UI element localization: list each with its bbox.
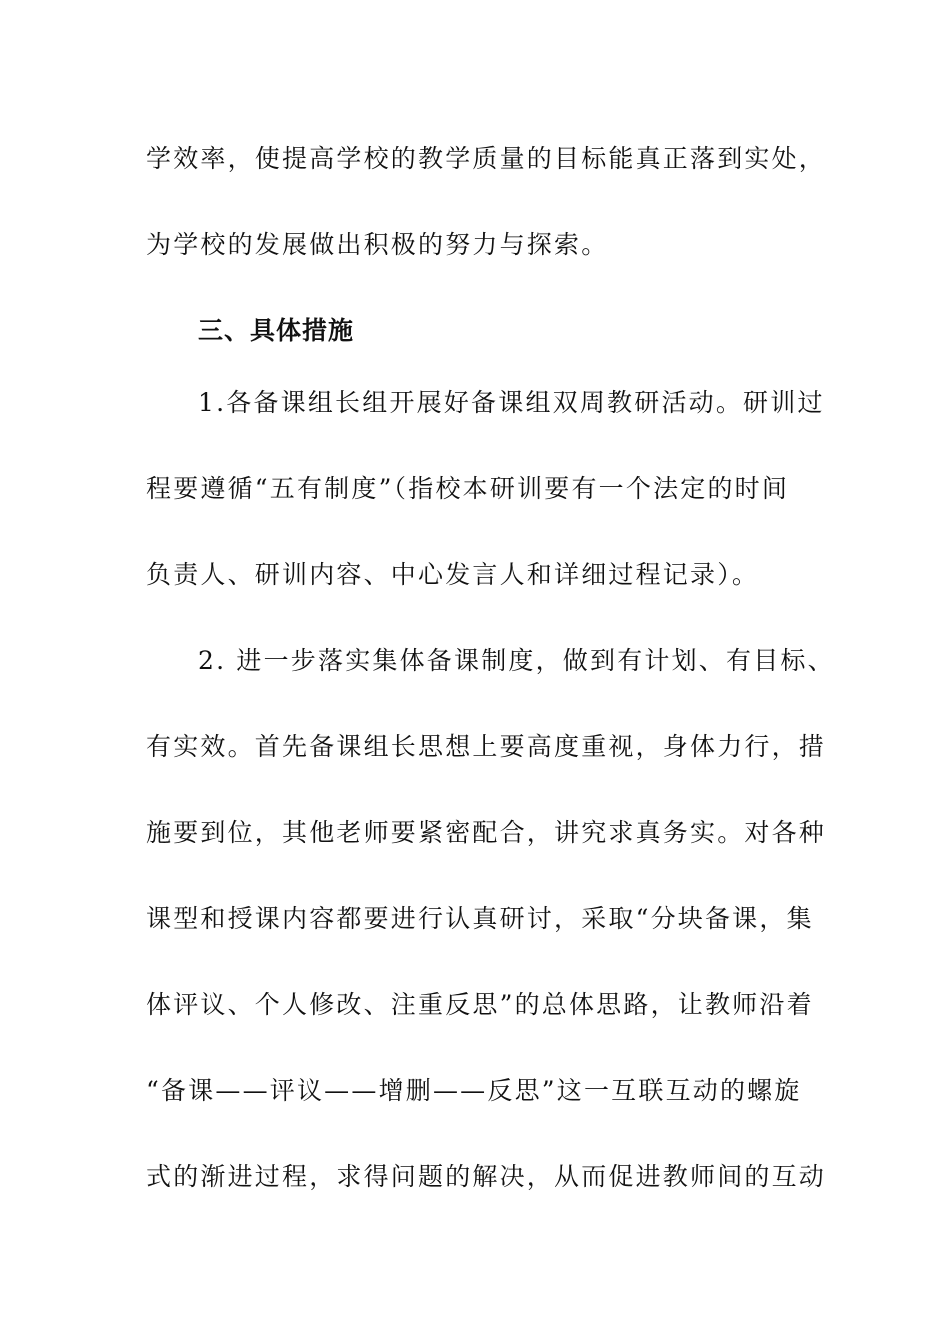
item-2-line-6: “备课——评议——增删——反思”这一互联互动的螺旋 xyxy=(146,1076,802,1105)
paragraph-line-1: 学效率，使提高学校的教学质量的目标能真正落到实处， xyxy=(146,144,827,173)
item-2-line-3: 施要到位，其他老师要紧密配合，讲究求真务实。对各种 xyxy=(146,818,827,847)
section-heading: 三、具体措施 xyxy=(198,316,355,345)
item-1-line-2: 程要遵循“五有制度”（指校本研训要有一个法定的时间 xyxy=(146,474,790,503)
item-2-line-5: 体评议、个人修改、注重反思”的总体思路，让教师沿着 xyxy=(146,990,814,1019)
item-2-line-2: 有实效。首先备课组长思想上要高度重视，身体力行，措 xyxy=(146,732,827,761)
item-1-line-1: 1.各备课组长组开展好备课组双周教研活动。研训过 xyxy=(198,388,825,417)
item-2-line-4: 课型和授课内容都要进行认真研讨，采取“分块备课，集 xyxy=(146,904,814,933)
item-2-line-1: 2. 进一步落实集体备课制度，做到有计划、有目标、 xyxy=(198,646,835,675)
paragraph-line-2: 为学校的发展做出积极的努力与探索。 xyxy=(146,230,609,259)
item-1-line-3: 负责人、研训内容、中心发言人和详细过程记录）。 xyxy=(146,560,760,589)
item-2-line-7: 式的渐进过程，求得问题的解决，从而促进教师间的互动 xyxy=(146,1162,827,1191)
